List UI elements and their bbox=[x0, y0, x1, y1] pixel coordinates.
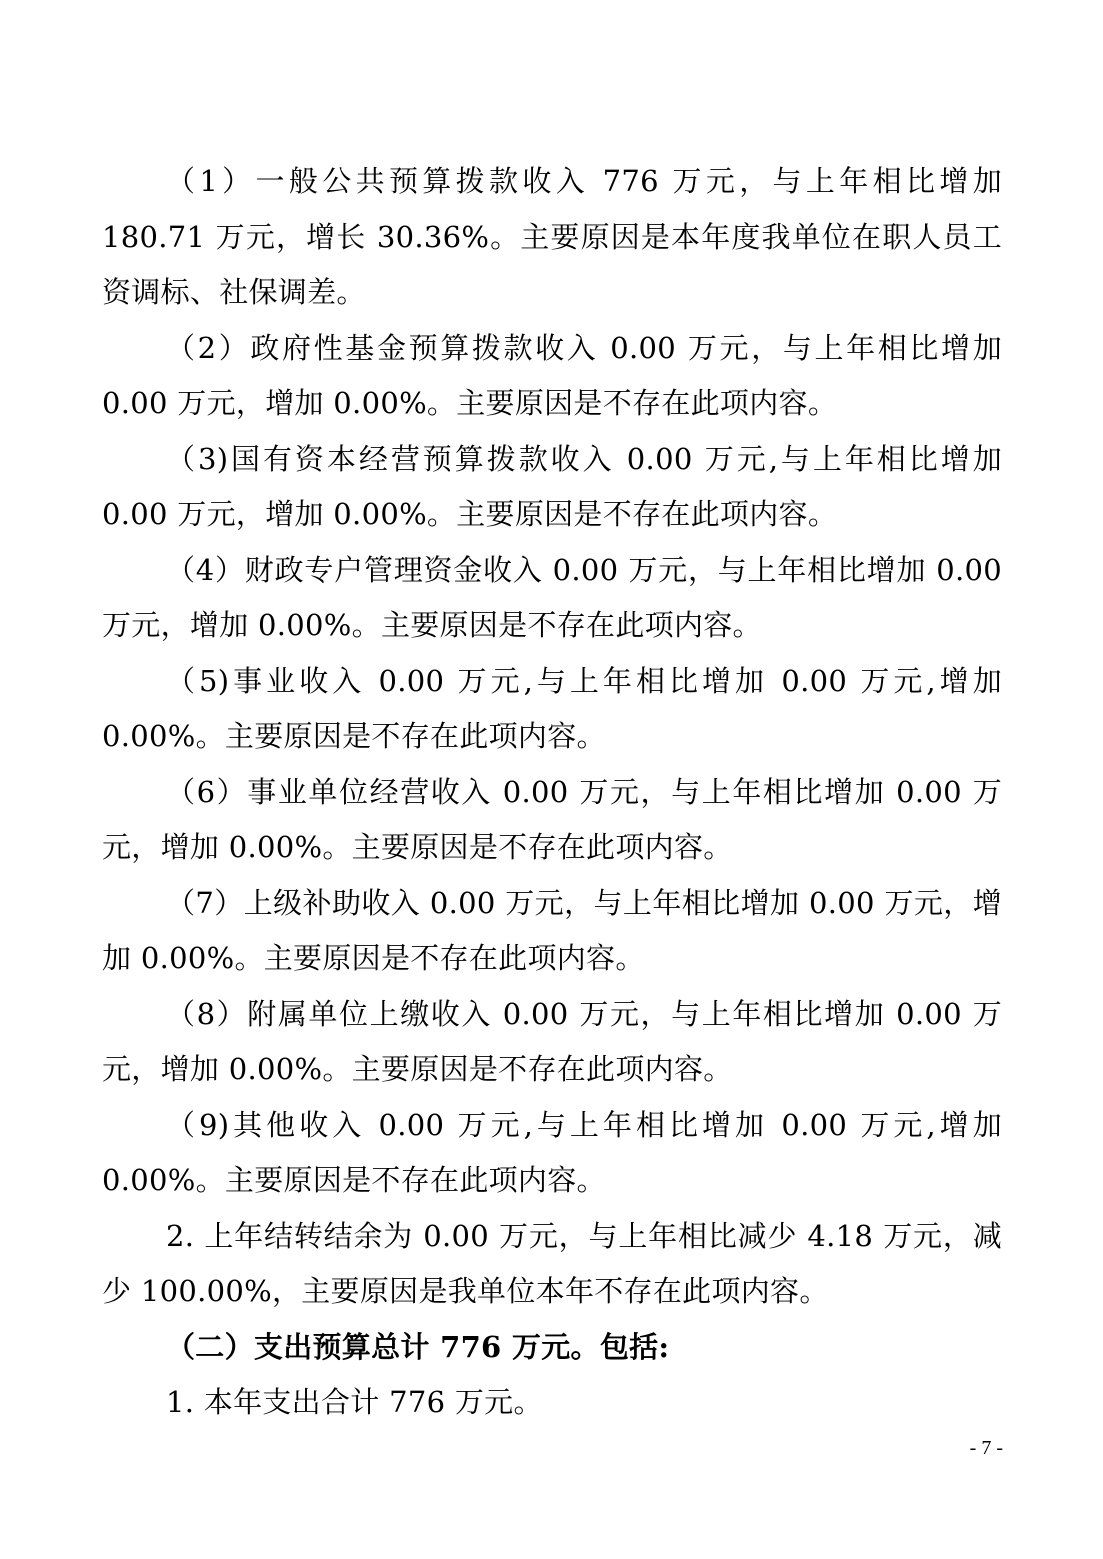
paragraph-business-income: （5)事业收入 0.00 万元,与上年相比增加 0.00 万元,增加 0.00%。主要原因是不存在此项内容。 bbox=[102, 663, 1002, 753]
section-heading-expenditure: （二）支出预算总计 776 万元。包括: bbox=[166, 1329, 670, 1364]
paragraph-government-fund: （2）政府性基金预算拨款收入 0.00 万元，与上年相比增加 0.00 万元，增加 0.00%。主要原因是不存在此项内容。 bbox=[102, 330, 1002, 420]
paragraph-general-budget: （1）一般公共预算拨款收入 776 万元，与上年相比增加 180.71 万元，增长 30.36%。主要原因是本年度我单位在职人员工资调标、社保调差。 bbox=[102, 164, 1002, 309]
paragraph-superior-subsidy: （7）上级补助收入 0.00 万元，与上年相比增加 0.00 万元，增加 0.00%。主要原因是不存在此项内容。 bbox=[102, 885, 1002, 975]
paragraph-state-capital: （3)国有资本经营预算拨款收入 0.00 万元,与上年相比增加 0.00 万元，增加 0.00%。主要原因是不存在此项内容。 bbox=[102, 441, 1002, 531]
page-number: - 7 - bbox=[969, 1437, 1003, 1459]
paragraph-carryover: 2. 上年结转结余为 0.00 万元，与上年相比减少 4.18 万元，减少 100.00%，主要原因是我单位本年不存在此项内容。 bbox=[102, 1218, 1002, 1308]
body-text bbox=[102, 154, 1002, 1431]
paragraph-other-income: （9)其他收入 0.00 万元,与上年相比增加 0.00 万元,增加 0.00%。主要原因是不存在此项内容。 bbox=[102, 1107, 1002, 1197]
paragraph-total-expenditure: 1. 本年支出合计 776 万元。 bbox=[166, 1385, 543, 1419]
paragraph-operating-income: （6）事业单位经营收入 0.00 万元，与上年相比增加 0.00 万元，增加 0.00%。主要原因是不存在此项内容。 bbox=[102, 774, 1002, 864]
paragraph-fiscal-account: （4）财政专户管理资金收入 0.00 万元，与上年相比增加 0.00 万元，增加 0.00%。主要原因是不存在此项内容。 bbox=[102, 552, 1002, 642]
paragraph-affiliated-units: （8）附属单位上缴收入 0.00 万元，与上年相比增加 0.00 万元，增加 0.00%。主要原因是不存在此项内容。 bbox=[102, 996, 1002, 1086]
